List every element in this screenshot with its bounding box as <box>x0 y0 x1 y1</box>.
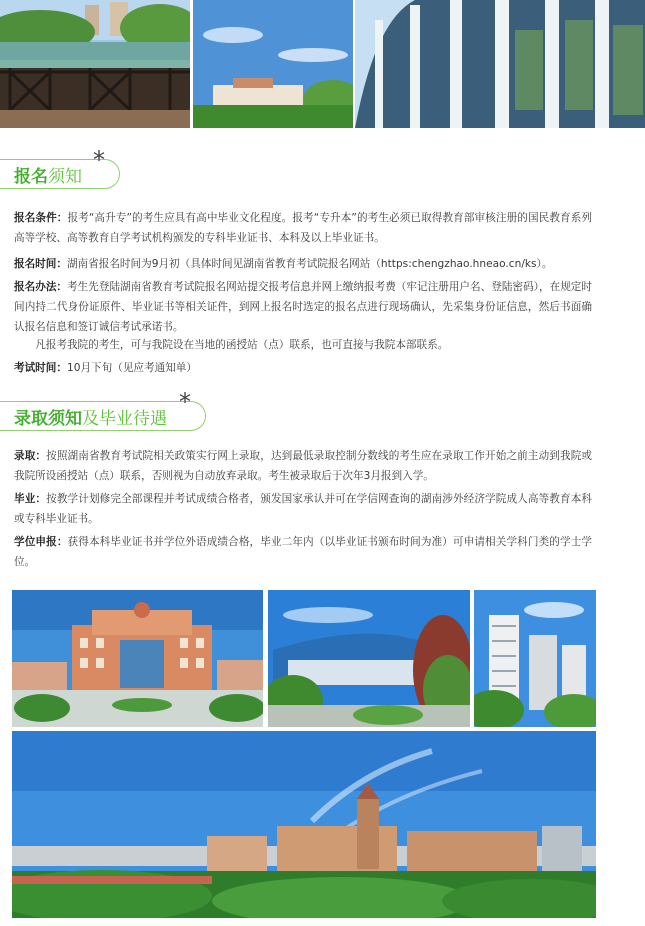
item-text: 湖南省报名时间为9月初（具体时间见湖南省教育考试院报名网站（https:chengzhao.hneao.cn/ks）。 <box>66 258 553 270</box>
photo-campus-panorama <box>12 731 596 918</box>
item-label: 报名办法： <box>14 281 68 293</box>
paragraph-registration-method <box>14 277 592 337</box>
item-label: 毕业： <box>14 493 47 505</box>
item-text: 获得本科毕业证书并学位外语成绩合格，毕业二年内（以毕业证书颁布时间为准）可申请相关学科门类的学士学位。 <box>14 536 592 568</box>
photo-library-building <box>12 590 263 727</box>
paragraph-contact-note <box>14 335 592 355</box>
asterisk-icon: * <box>93 146 105 174</box>
paragraph-degree-application <box>14 532 592 572</box>
section-heading-admission <box>0 388 206 431</box>
photo-lake-boardwalk <box>0 0 190 128</box>
item-label: 录取： <box>14 450 47 462</box>
heading-strong-text: 录取须知 <box>14 408 82 429</box>
photo-campus-buildings <box>193 0 353 128</box>
photo-glass-building <box>355 0 645 128</box>
paragraph-exam-time <box>14 358 592 378</box>
heading-light-text: 及毕业待遇 <box>82 408 167 429</box>
paragraph-graduation <box>14 489 592 529</box>
item-text: 考生先登陆湖南省教育考试院报名网站提交报考信息并网上缴纳报考费（牢记注册用户名、登陆密码），在规定时间内持二代身份证原件、毕业证书等相关证件，到网上报名时选定的报名点进行现场确认，先采集身份证信息，然后书面确认报名信息和签订诚信考试承诺书。 <box>14 281 592 333</box>
asterisk-icon: * <box>179 388 191 416</box>
paragraph-registration-requirements <box>14 208 592 248</box>
photo-residential-towers <box>474 590 596 727</box>
paragraph-registration-time <box>14 254 592 274</box>
item-label: 报名条件： <box>14 212 68 224</box>
item-text: 按照湖南省教育考试院相关政策实行网上录取，达到最低录取控制分数线的考生应在录取工作开始之前主动到我院或我院所设函授站（点）联系，否则视为自动放弃录取。考生被录取后于次年3月报到入学。 <box>14 450 593 482</box>
paragraph-admission <box>14 446 592 486</box>
section-heading-registration <box>0 146 120 189</box>
item-text: 按教学计划修完全部课程并考试成绩合格者，颁发国家承认并可在学信网查询的湖南涉外经济学院成人高等教育本科或专科毕业证书。 <box>14 493 593 525</box>
item-text: 报考“高升专”的考生应具有高中毕业文化程度。报考“专升本”的考生必须已取得教育部审核注册的国民教育系列高等学校、高等教育自学考试机构颁发的专科毕业证书、本科及以上毕业证书。 <box>14 212 593 244</box>
item-label: 报名时间： <box>14 258 67 270</box>
item-label: 学位申报： <box>14 536 68 548</box>
item-text: 凡报考我院的考生，可与我院设在当地的函授站（点）联系，也可直接与我院本部联系。 <box>35 339 449 351</box>
item-label: 考试时间： <box>14 362 67 374</box>
heading-light-text: 须知 <box>48 166 82 187</box>
photo-stadium <box>268 590 470 727</box>
item-text: 10月下旬（见应考通知单） <box>66 362 197 374</box>
heading-strong-text: 报名 <box>14 166 48 187</box>
